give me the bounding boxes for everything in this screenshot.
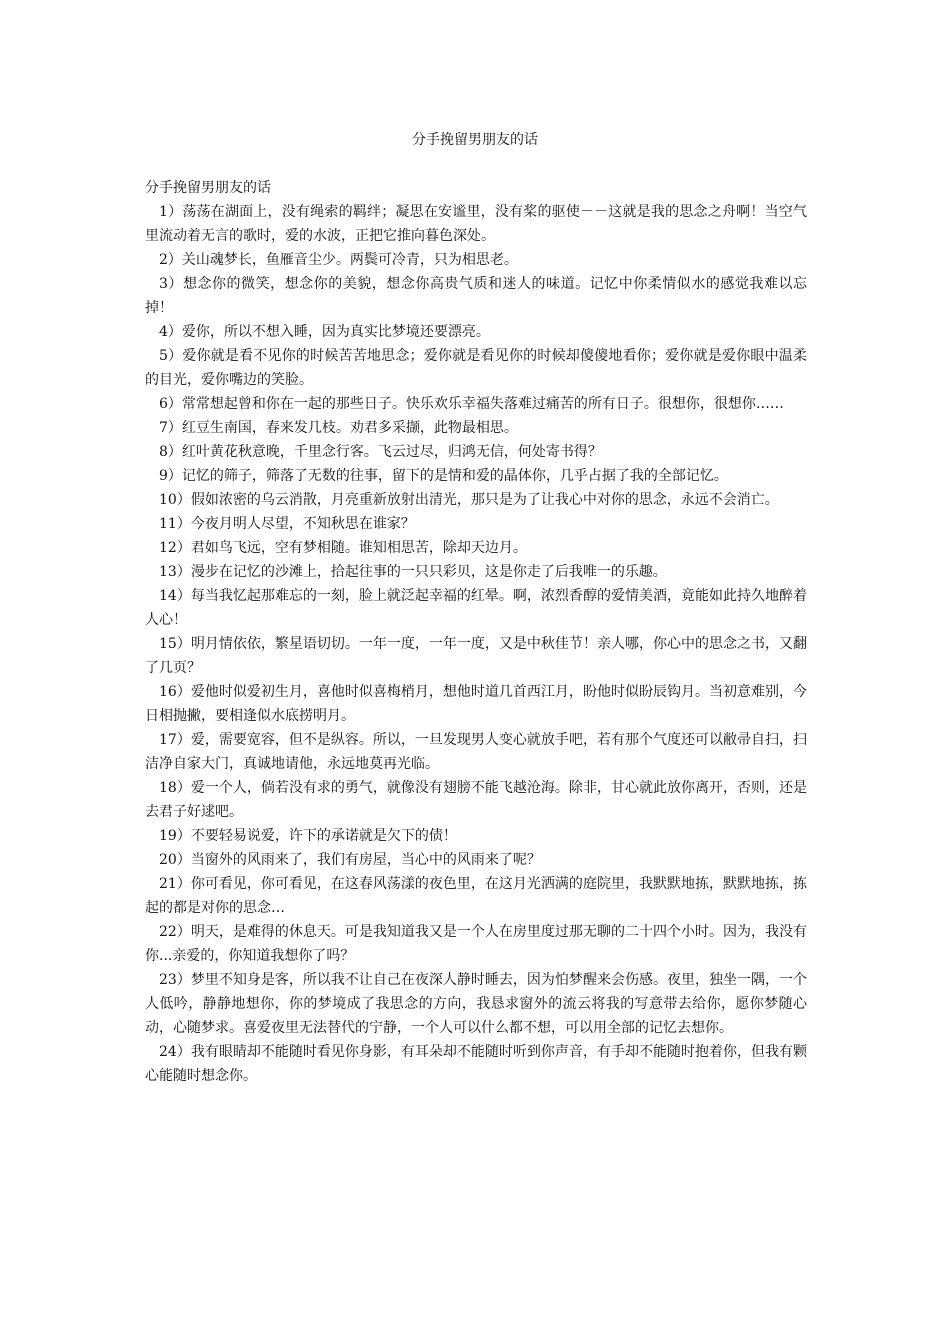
paragraph-7: 7）红豆生南国，春来发几枝。劝君多采撷，此物最相思。 <box>159 420 518 436</box>
paragraph-1: 1）荡荡在湖面上，没有绳索的羁绊；凝思在安谧里，没有桨的驱使－－这就是我的思念之舟啊！当空气里流动着无言的歌时，爱的水波，正把它推向暮色深处。 <box>145 204 807 244</box>
document-title: 分手挽留男朋友的话 <box>412 132 538 148</box>
paragraph-16: 16）爱他时似爱初生月，喜他时似喜梅梢月，想他时道几首西江月，盼他时似盼辰钩月。当初意难别，今日相抛撇，要相逢似水底捞明月。 <box>145 684 807 724</box>
paragraph-8: 8）红叶黄花秋意晚，千里念行客。飞云过尽，归鸿无信，何处寄书得？ <box>159 444 602 460</box>
document-subtitle: 分手挽留男朋友的话 <box>145 180 271 196</box>
paragraph-13: 13）漫步在记忆的沙滩上，拾起往事的一只只彩贝，这是你走了后我唯一的乐趣。 <box>159 564 667 580</box>
paragraph-19: 19）不要轻易说爱，许下的承诺就是欠下的债！ <box>159 828 457 844</box>
paragraph-4: 4）爱你，所以不想入睡，因为真实比梦境还要漂亮。 <box>159 324 490 340</box>
paragraph-17: 17）爱，需要宽容，但不是纵容。所以，一旦发现男人变心就放手吧，若有那个气度还可以敝帚自扫，扫洁净自家大门，真诚地请他，永远地莫再光临。 <box>145 732 807 772</box>
document-body <box>145 176 807 1088</box>
paragraph-18: 18）爱一个人，倘若没有求的勇气，就像没有翅膀不能飞越沧海。除非，甘心就此放你离开，否则，还是去君子好逑吧。 <box>145 780 807 820</box>
paragraph-12: 12）君如鸟飞远，空有梦相随。谁知相思苦，除却天边月。 <box>159 540 527 556</box>
paragraph-20: 20）当窗外的风雨来了，我们有房屋，当心中的风雨来了呢？ <box>159 852 541 868</box>
paragraph-6: 6）常常想起曾和你在一起的那些日子。快乐欢乐幸福失落难过痛苦的所有日子。很想你，很想你…… <box>159 396 784 412</box>
paragraph-21: 21）你可看见，你可看见，在这春风荡漾的夜色里，在这月光洒满的庭院里，我默默地拣，默默地拣，拣起的都是对你的思念… <box>145 876 807 916</box>
paragraph-14: 14）每当我忆起那难忘的一刻，脸上就泛起幸福的红晕。啊，浓烈香醇的爱情美酒，竟能如此持久地醉着人心！ <box>145 588 807 628</box>
paragraph-22: 22）明天，是难得的休息天。可是我知道我又是一个人在房里度过那无聊的二十四个小时。因为，我没有你...亲爱的，你知道我想你了吗？ <box>145 924 807 964</box>
paragraph-15: 15）明月情依依，繁星语切切。一年一度，一年一度，又是中秋佳节！亲人哪，你心中的思念之书，又翻了几页？ <box>145 636 807 676</box>
paragraph-9: 9）记忆的筛子，筛落了无数的往事，留下的是情和爱的晶体你，几乎占据了我的全部记忆。 <box>159 468 728 484</box>
paragraph-24: 24）我有眼睛却不能随时看见你身影，有耳朵却不能随时听到你声音，有手却不能随时抱着你，但我有颗心能随时想念你。 <box>145 1044 807 1084</box>
paragraph-10: 10）假如浓密的乌云消散，月亮重新放射出清光，那只是为了让我心中对你的思念，永远不会消亡。 <box>159 492 779 508</box>
paragraph-2: 2）关山魂梦长，鱼雁音尘少。两鬓可冷青，只为相思老。 <box>159 252 518 268</box>
paragraph-23: 23）梦里不知身是客，所以我不让自己在夜深人静时睡去，因为怕梦醒来会伤感。夜里，独坐一隅，一个人低吟，静静地想你，你的梦境成了我思念的方向，我恳求窗外的流云将我的写意带去给你，愿你梦随心动，心随梦求。喜爱夜里无法替代的宁静，一个人可以什么都不想，可以用全部的记忆去想你。 <box>145 972 807 1036</box>
paragraph-11: 11）今夜月明人尽望，不知秋思在谁家？ <box>159 516 415 532</box>
paragraph-5: 5）爱你就是看不见你的时候苦苦地思念；爱你就是看见你的时候却傻傻地看你；爱你就是爱你眼中温柔的目光，爱你嘴边的笑脸。 <box>145 348 807 388</box>
paragraph-3: 3）想念你的微笑，想念你的美貌，想念你高贵气质和迷人的味道。记忆中你柔情似水的感觉我难以忘掉！ <box>145 276 807 316</box>
